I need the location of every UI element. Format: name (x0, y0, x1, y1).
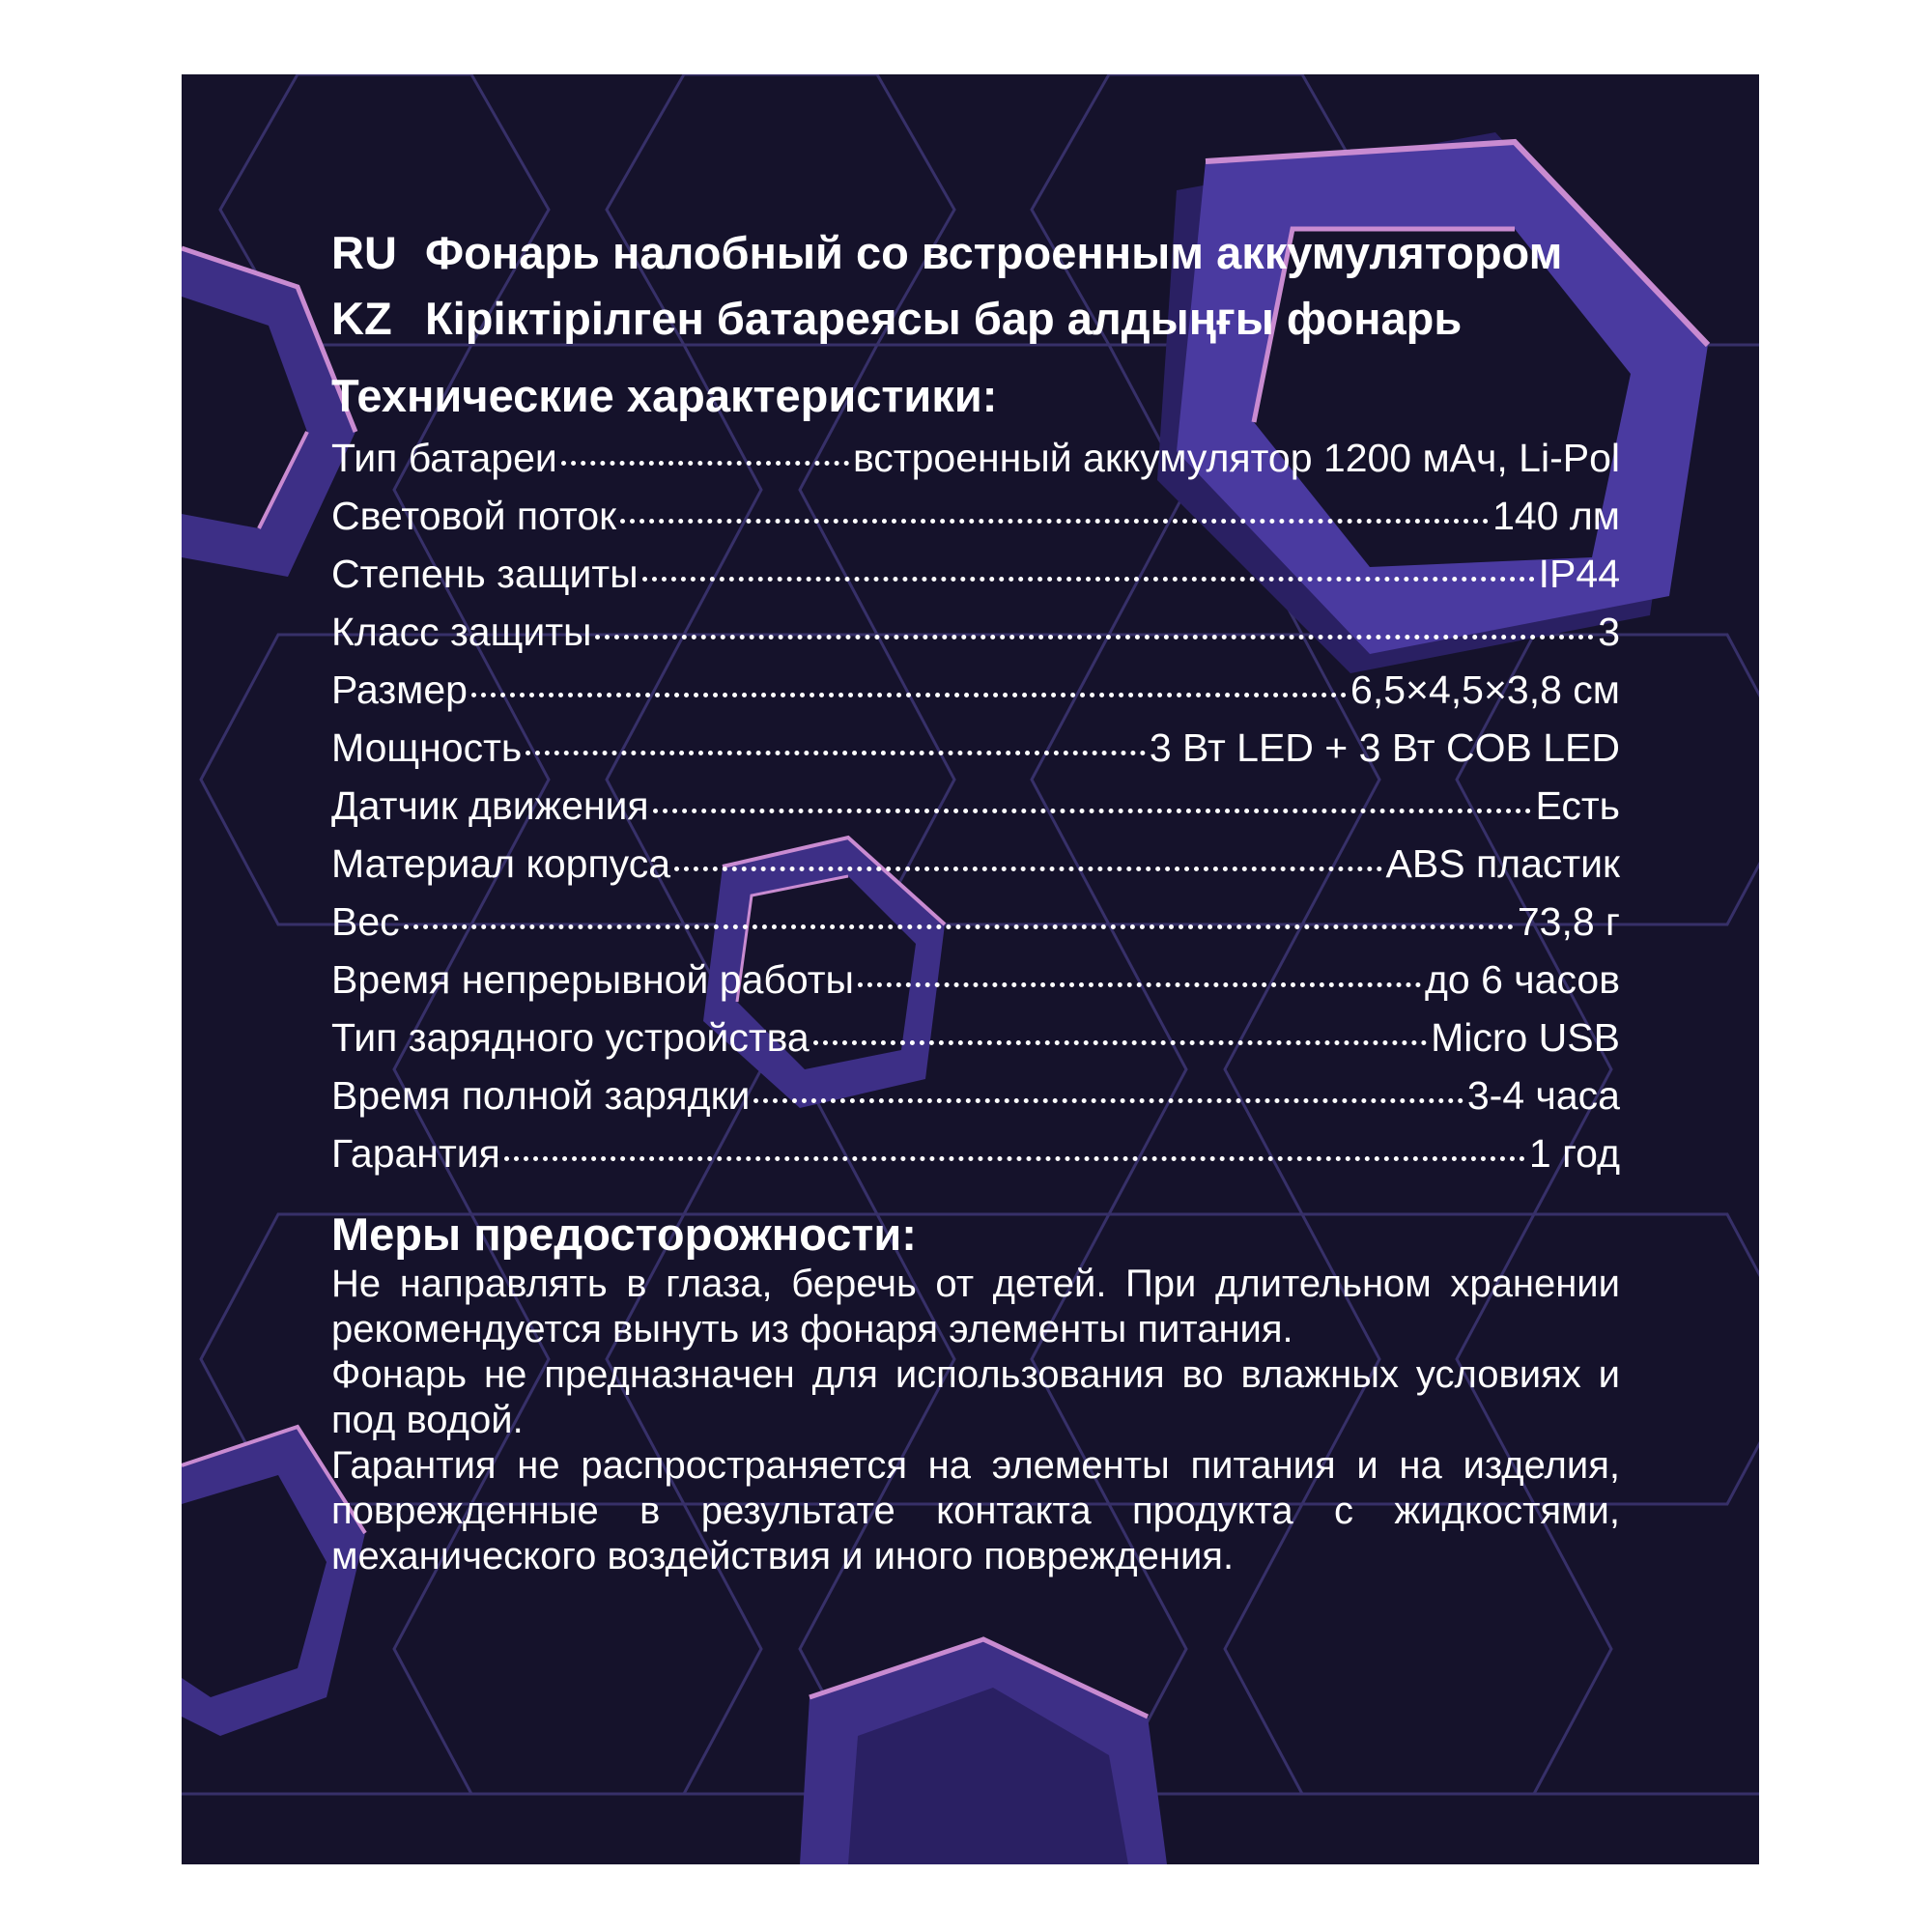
spec-value: 3-4 часа (1466, 1073, 1620, 1118)
caution-paragraph: Гарантия не распространяется на элементы питания и на изделия, поврежденные в результате контакта продукта с жидкостями, механического воздействия и иного повреждения. (331, 1444, 1620, 1577)
dot-leader (753, 1098, 1463, 1103)
product-title-ru: Фонарь налобный со встроенным аккумулятором (425, 227, 1563, 278)
dot-leader (561, 461, 849, 466)
caution-text (331, 1262, 1620, 1579)
dot-leader (813, 1040, 1427, 1045)
product-title-kz: Кіріктірілген батареясы бар алдыңғы фонарь (425, 293, 1463, 344)
spec-label: Гарантия (331, 1131, 500, 1176)
spec-value: 3 Вт LED + 3 Вт COB LED (1149, 725, 1620, 770)
dot-leader (471, 693, 1347, 697)
spec-label: Степень защиты (331, 552, 639, 596)
dot-leader (674, 867, 1382, 871)
spec-row-housing-material (331, 835, 1620, 893)
spec-label: Вес (331, 899, 400, 944)
spec-row-size (331, 661, 1620, 719)
spec-row-charge-time (331, 1066, 1620, 1124)
spec-value: IP44 (1538, 552, 1620, 596)
spec-row-warranty (331, 1124, 1620, 1182)
title-ru (331, 224, 1626, 282)
spec-label: Время непрерывной работы (331, 957, 855, 1002)
spec-row-motion-sensor (331, 777, 1620, 835)
spec-label: Размер (331, 668, 468, 712)
spec-label: Датчик движения (331, 783, 649, 828)
spec-label: Световой поток (331, 494, 617, 538)
spec-value: 140 лм (1492, 494, 1620, 538)
dot-leader (504, 1156, 1525, 1161)
spec-value: ABS пластик (1385, 841, 1620, 886)
title-kz (331, 290, 1626, 348)
spec-row-protection-class (331, 603, 1620, 661)
spec-label: Время полной зарядки (331, 1073, 751, 1118)
dot-leader (595, 635, 1594, 639)
spec-value: 6,5×4,5×3,8 см (1350, 668, 1620, 712)
lang-code-ru: RU (331, 227, 397, 278)
spec-label: Тип зарядного устройства (331, 1015, 810, 1060)
spec-value: 3 (1598, 610, 1620, 654)
caution-paragraph: Не направлять в глаза, беречь от детей. При длительном хранении рекомендуется вынуть из фонаря элементы питания. (331, 1263, 1620, 1350)
spec-value: до 6 часов (1424, 957, 1620, 1002)
spec-row-ip-rating (331, 545, 1620, 603)
hexagon-left-top (182, 248, 355, 577)
specs-heading: Технические характеристики: (331, 370, 998, 421)
text-content (331, 224, 1626, 1579)
spec-value: Micro USB (1431, 1015, 1620, 1060)
spec-row-luminous-flux (331, 487, 1620, 545)
spec-label: Мощность (331, 725, 523, 770)
spec-label: Класс защиты (331, 610, 592, 654)
caution-paragraph: Фонарь не предназначен для использования во влажных условиях и под водой. (331, 1353, 1620, 1441)
spec-row-weight (331, 893, 1620, 951)
product-info-panel (182, 74, 1759, 1864)
spec-label: Тип батареи (331, 436, 557, 480)
spec-row-battery-type (331, 429, 1620, 487)
spec-value: 1 год (1528, 1131, 1620, 1176)
dot-leader (642, 577, 1535, 582)
dot-leader (526, 751, 1146, 755)
dot-leader (404, 924, 1514, 929)
lang-code-kz: KZ (331, 293, 392, 344)
spec-value: встроенный аккумулятор 1200 мАч, Li-Pol (852, 436, 1620, 480)
spec-label: Материал корпуса (331, 841, 671, 886)
caution-heading: Меры предосторожности: (331, 1208, 917, 1260)
spec-row-power (331, 719, 1620, 777)
spec-value: Есть (1535, 783, 1620, 828)
hexagon-bottom-center (800, 1639, 1167, 1864)
spec-row-charger-type (331, 1009, 1620, 1066)
dot-leader (653, 809, 1532, 813)
spec-row-runtime (331, 951, 1620, 1009)
dot-leader (858, 982, 1421, 987)
dot-leader (620, 519, 1489, 524)
specs-table (331, 429, 1620, 1182)
spec-value: 73,8 г (1517, 899, 1620, 944)
